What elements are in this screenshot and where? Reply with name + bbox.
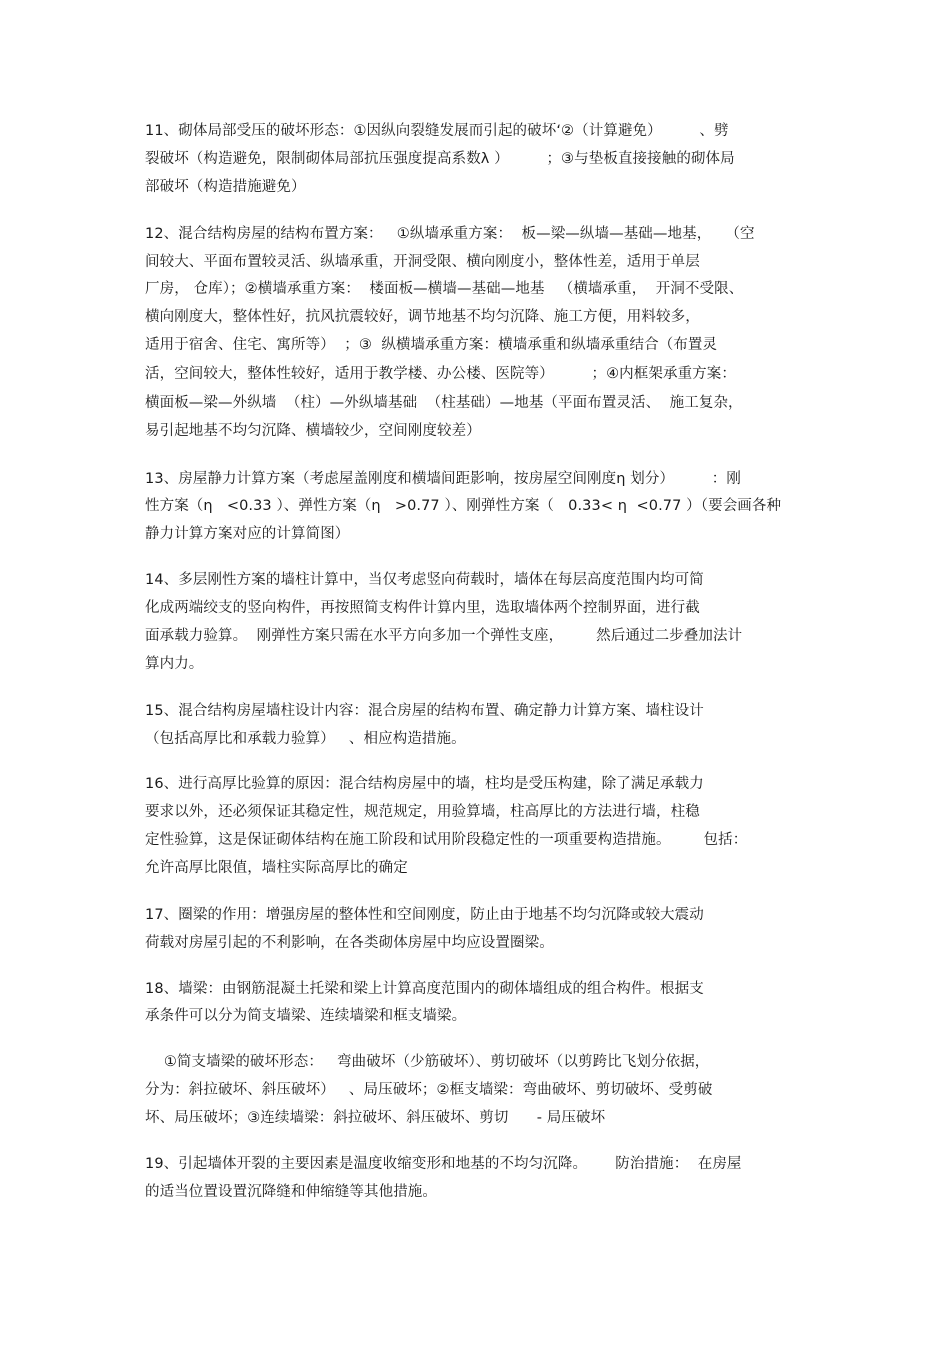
text-line: 12、混合结构房屋的结构布置方案： ①纵墙承重方案： 板—梁—纵墙—基础—地基， （空: [145, 226, 755, 242]
text-line: 15、混合结构房屋墙柱设计内容：混合房屋的结构布置、确定静力计算方案、墙柱设计: [145, 703, 704, 719]
text-line: 化成两端绞支的竖向构件，再按照简支构件计算内里，选取墙体两个控制界面，进行截: [145, 600, 700, 616]
text-line: 定性验算，这是保证砌体结构在施工阶段和试用阶段稳定性的一项重要构造措施。 包括：: [145, 832, 748, 848]
text-line: 18、墙梁：由钢筋混凝土托梁和梁上计算高度范围内的砌体墙组成的组合构件。根据支: [145, 981, 704, 997]
text-line: 17、圈梁的作用：增强房屋的整体性和空间刚度，防止由于地基不均匀沉降或较大震动: [145, 907, 704, 923]
text-line: 13、房屋静力计算方案（考虑屋盖刚度和横墙间距影响，按房屋空间刚度η 划分） ：刚: [145, 471, 741, 487]
text-line: 坏、局压破坏；③连续墙梁：斜拉破坏、斜压破坏、剪切 - 局压破坏: [145, 1110, 606, 1126]
text-line: 厂房， 仓库）；②横墙承重方案： 楼面板—横墙—基础—地基 （横墙承重， 开洞不受限、: [145, 281, 744, 297]
text-line: 活，空间较大，整体性较好，适用于教学楼、办公楼、医院等） ；④内框架承重方案：: [145, 366, 736, 382]
text-line: 易引起地基不均匀沉降、横墙较少，空间刚度较差）: [145, 423, 481, 439]
text-line: 算内力。: [145, 656, 204, 672]
text-line: （包括高厚比和承载力验算） 、相应构造措施。: [145, 731, 466, 747]
text-line: 的适当位置设置沉降缝和伸缩缝等其他措施。: [145, 1184, 437, 1200]
text-line: 性方案（η <0.33 ）、弹性方案（η >0.77 ）、刚弹性方案（ 0.33< η <0.77 ）（要会画各种: [145, 498, 782, 514]
text-line: 适用于宿舍、住宅、寓所等） ；③ 纵横墙承重方案：横墙承重和纵墙承重结合（布置灵: [145, 337, 718, 353]
text-line: 14、多层刚性方案的墙柱计算中，当仅考虑竖向荷载时，墙体在每层高度范围内均可简: [145, 572, 704, 588]
text-line: 荷载对房屋引起的不利影响，在各类砌体房屋中均应设置圈梁。: [145, 935, 554, 951]
text-line: 允许高厚比限值，墙柱实际高厚比的确定: [145, 860, 408, 876]
text-line: 要求以外，还必须保证其稳定性，规范规定，用验算墙，柱高厚比的方法进行墙，柱稳: [145, 804, 700, 820]
text-line: 分为：斜拉破坏、斜压破坏） 、局压破坏；②框支墙梁：弯曲破坏、剪切破坏、受剪破: [145, 1082, 713, 1098]
text-line: 静力计算方案对应的计算简图）: [145, 526, 350, 542]
text-line: 横面板—梁—外纵墙 （柱）—外纵墙基础 （柱基础）—地基（平面布置灵活、 施工复杂，: [145, 395, 743, 411]
text-line: 16、进行高厚比验算的原因：混合结构房屋中的墙，柱均是受压构建，除了满足承载力: [145, 776, 704, 792]
text-line: ①简支墙梁的破坏形态： 弯曲破坏（少筋破坏）、剪切破坏（以剪跨比飞划分依据，: [145, 1054, 710, 1070]
text-line: 横向刚度大，整体性好，抗风抗震较好，调节地基不均匀沉降、施工方便，用料较多，: [145, 309, 700, 325]
text-line: 11、砌体局部受压的破坏形态：①因纵向裂缝发展而引起的破坏‘②（计算避免） 、劈: [145, 123, 729, 139]
text-line: 承条件可以分为简支墙梁、连续墙梁和框支墙梁。: [145, 1008, 467, 1024]
text-line: 面承载力验算。 刚弹性方案只需在水平方向多加一个弹性支座， 然后通过二步叠加法计: [145, 628, 743, 644]
text-line: 19、引起墙体开裂的主要因素是温度收缩变形和地基的不均匀沉降。 防治措施： 在房屋: [145, 1156, 742, 1172]
text-line: 部破坏（构造措施避免）: [145, 179, 306, 195]
text-line: 裂破坏（构造避免，限制砌体局部抗压强度提高系数λ ） ；③与垫板直接接触的砌体局: [145, 151, 735, 167]
text-line: 间较大、平面布置较灵活、纵墙承重，开洞受限、横向刚度小，整体性差，适用于单层: [145, 254, 700, 270]
